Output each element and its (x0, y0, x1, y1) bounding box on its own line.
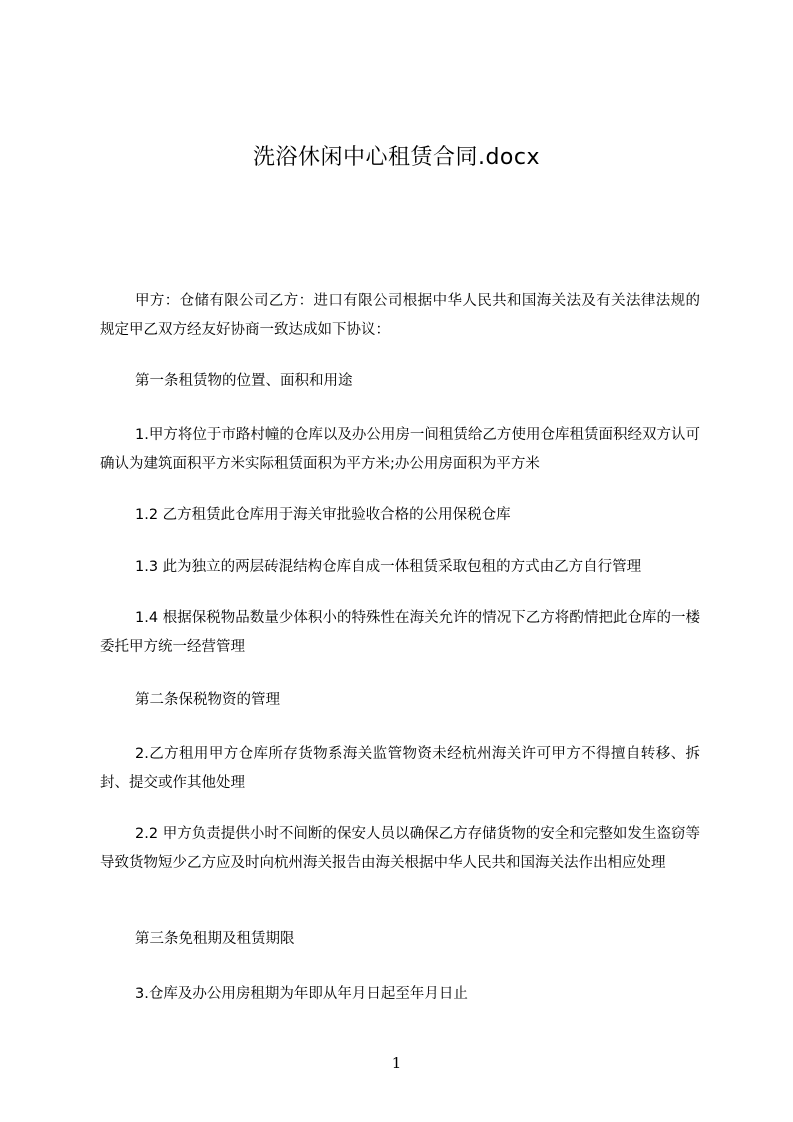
heading-article-3: 第三条免租期及租赁期限 (135, 931, 295, 947)
document-title: 洗浴休闲中心租赁合同.docx (252, 145, 541, 170)
heading-article-1: 第一条租赁物的位置、面积和用途 (135, 373, 353, 389)
paragraph-2-1: 2.乙方租用甲方仓库所存货物系海关监管物资未经杭州海关许可甲方不得擅自转移、拆封、提交或作其他处理 (100, 746, 700, 791)
page-number: 1 (391, 1054, 402, 1072)
paragraph-3-1: 3.仓库及办公用房租期为年即从年月日起至年月日止 (135, 986, 468, 1002)
paragraph-2-2: 2.2 甲方负责提供小时不间断的保安人员以确保乙方存储货物的安全和完整如发生盗窃等导致货物短少乙方应及时向杭州海关报告由海关根据中华人民共和国海关法作出相应处理 (100, 826, 700, 871)
paragraph-1-4: 1.4 根据保税物品数量少体积小的特殊性在海关允许的情况下乙方将酌情把此仓库的一楼委托甲方统一经营管理 (100, 610, 700, 655)
paragraph-1-1: 1.甲方将位于市路村幢的仓库以及办公用房一间租赁给乙方使用仓库租赁面积经双方认可确认为建筑面积平方米实际租赁面积为平方米;办公用房面积为平方米 (100, 427, 700, 472)
paragraph-1-3: 1.3 此为独立的两层砖混结构仓库自成一体租赁采取包租的方式由乙方自行管理 (135, 559, 642, 575)
paragraph-parties: 甲方：仓储有限公司乙方：进口有限公司根据中华人民共和国海关法及有关法律法规的规定甲乙双方经友好协商一致达成如下协议： (100, 293, 700, 338)
heading-article-2: 第二条保税物资的管理 (135, 692, 280, 708)
paragraph-1-2: 1.2 乙方租赁此仓库用于海关审批验收合格的公用保税仓库 (135, 507, 511, 523)
